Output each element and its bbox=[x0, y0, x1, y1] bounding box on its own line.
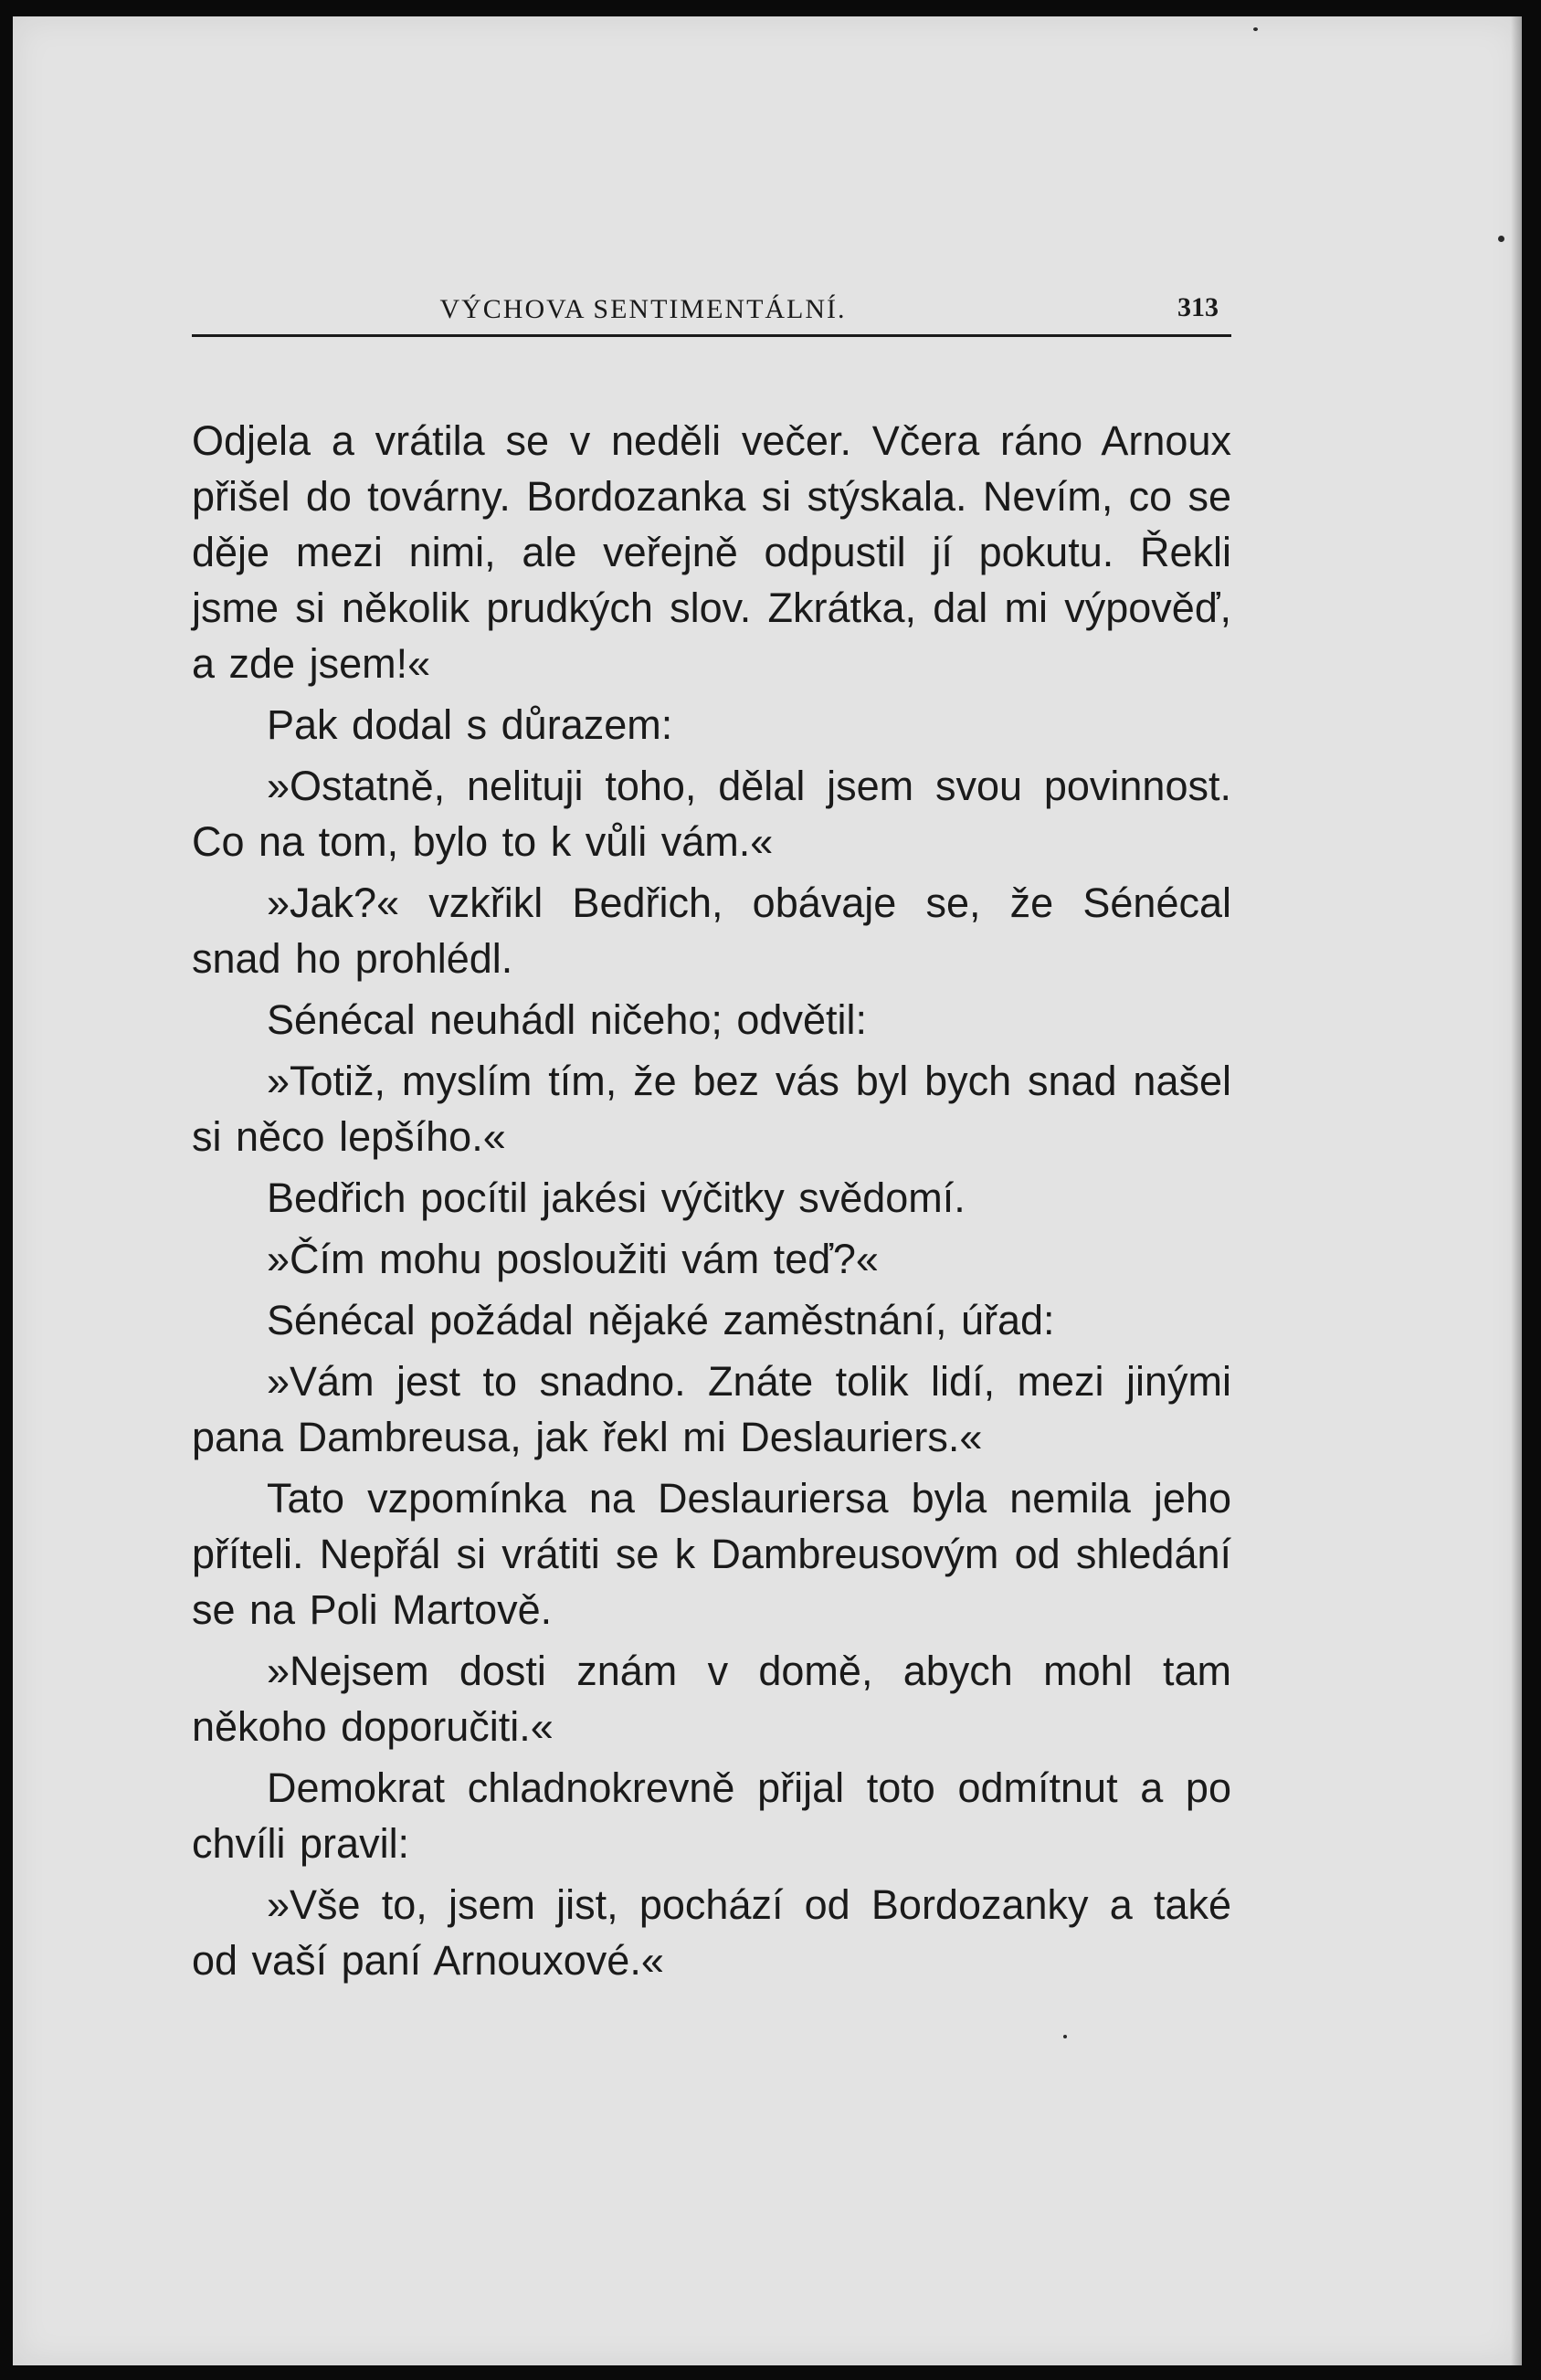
paragraph: »Ostatně, nelituji toho, dělal jsem svou povinnost. Co na tom, bylo to k vůli vám.« bbox=[192, 763, 1231, 865]
paragraph: Demokrat chladnokrevně přijal toto odmítnut a po chvíli pravil: bbox=[192, 1764, 1231, 1867]
paragraph: Tato vzpomínka na Deslauriersa byla nemila jeho příteli. Nepřál si vrátiti se k Dambreusovým od shledání se na Poli Martově. bbox=[192, 1475, 1231, 1633]
paragraph: Odjela a vrátila se v neděli večer. Včera ráno Arnoux přišel do továrny. Bordozanka si stýskala. Nevím, co se děje mezi nimi, ale veřejně odpustil jí pokutu. Řekli jsme si několik prudkých slov. Zkrátka, dal mi výpověď, a zde jsem!« bbox=[192, 417, 1231, 687]
paragraph: Sénécal neuhádl ničeho; odvětil: bbox=[267, 996, 867, 1043]
paragraph: Bedřich pocítil jakési výčitky svědomí. bbox=[267, 1174, 966, 1221]
running-title: VÝCHOVA SENTIMENTÁLNÍ. bbox=[439, 294, 847, 324]
page-number: 313 bbox=[1177, 292, 1219, 322]
paragraph: Sénécal požádal nějaké zaměstnání, úřad: bbox=[267, 1297, 1055, 1343]
paragraph: »Čím mohu posloužiti vám teď?« bbox=[267, 1236, 879, 1282]
dust-speck bbox=[1063, 2035, 1067, 2038]
dust-speck bbox=[1498, 236, 1504, 242]
paragraph: »Totiž, myslím tím, že bez vás byl bych snad našel si něco lepšího.« bbox=[192, 1058, 1231, 1160]
paragraph: Pak dodal s důrazem: bbox=[267, 701, 673, 748]
paragraph: »Jak?« vzkřikl Bedřich, obávaje se, že Sénécal snad ho prohlédl. bbox=[192, 879, 1231, 982]
paragraph: »Vše to, jsem jist, pochází od Bordozanky a také od vaší paní Arnouxové.« bbox=[192, 1881, 1231, 1984]
text-body bbox=[192, 413, 1231, 1994]
running-header bbox=[192, 285, 1231, 337]
paragraph: »Nejsem dosti znám v domě, abych mohl tam někoho doporučiti.« bbox=[192, 1648, 1231, 1750]
dust-speck bbox=[1253, 27, 1258, 31]
paragraph: »Vám jest to snadno. Znáte tolik lidí, mezi jinými pana Dambreusa, jak řekl mi Deslauriers.« bbox=[192, 1358, 1231, 1460]
